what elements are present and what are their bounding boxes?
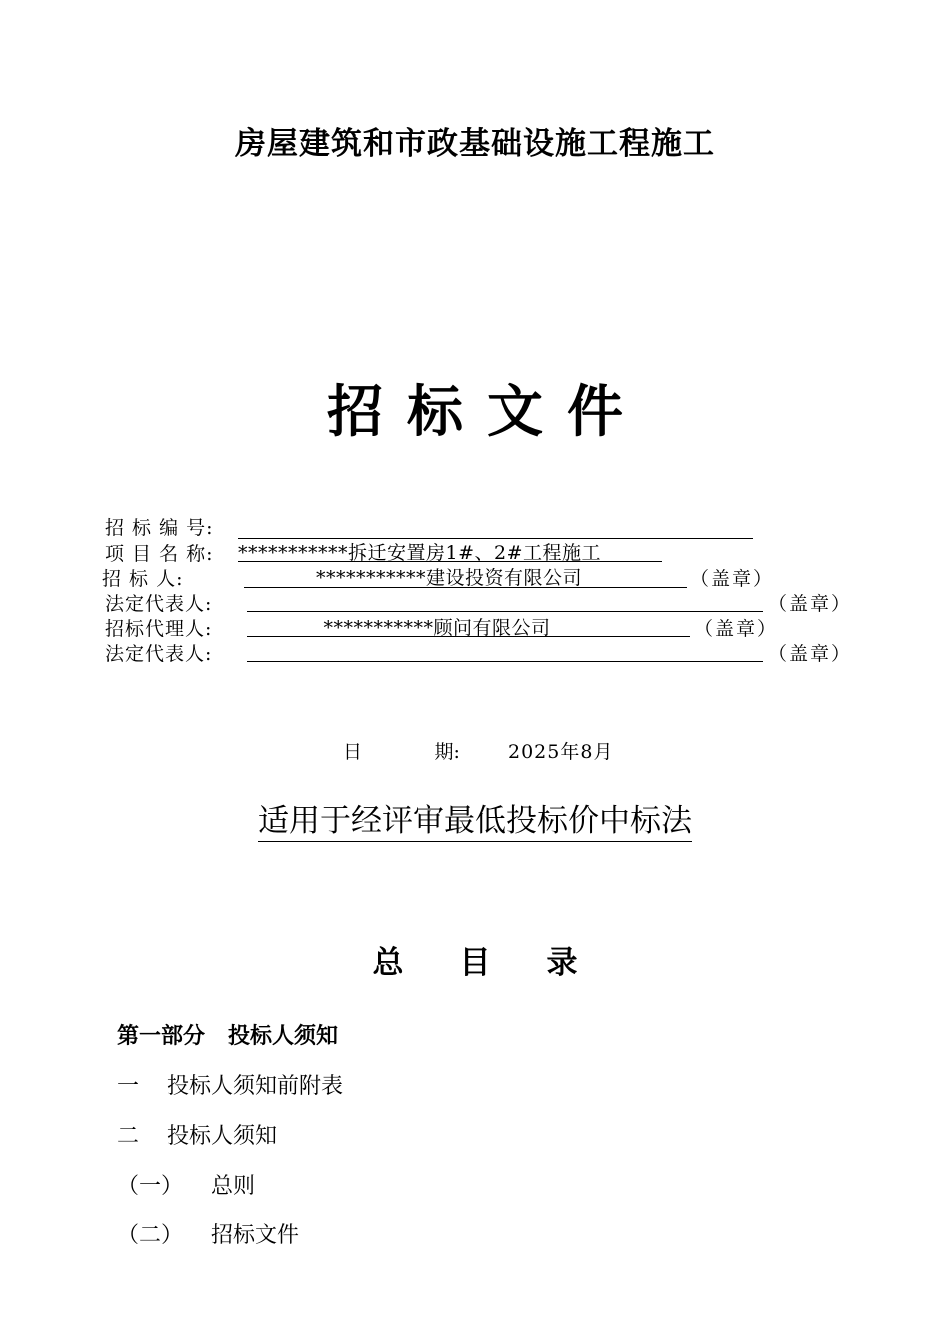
toc-subitem: （一） 总则 [117, 1174, 255, 1199]
evaluation-method-subtitle [0, 795, 950, 840]
bid-number-label: 招 标 编 号: [105, 517, 214, 539]
evaluation-method-text: 适用于经评审最低投标价中标法 [258, 803, 692, 842]
toc-item: 一 投标人须知前附表 [117, 1074, 343, 1099]
date-value: 2025年8月 [508, 741, 614, 763]
tenderer-seal: （盖章） [690, 568, 775, 590]
toc-title [0, 937, 950, 982]
document-heading: 房屋建筑和市政基础设施工程施工 [235, 126, 715, 162]
toc-part-one: 第一部分 投标人须知 [117, 1023, 338, 1049]
toc-subitem: （二） 招标文件 [117, 1223, 299, 1248]
toc-title-char-3: 录 [546, 945, 578, 981]
document-title: 招标文件 [327, 379, 647, 445]
toc-title-char-1: 总 [372, 945, 404, 981]
agent-seal: （盖章） [694, 618, 779, 640]
legal-rep-2-label: 法定代表人: [105, 643, 213, 665]
legal-rep-1-label: 法定代表人: [105, 593, 213, 615]
tenderer-label: 招 标 人: [102, 568, 184, 590]
toc-item: 二 投标人须知 [117, 1124, 277, 1149]
agent-label: 招标代理人: [105, 618, 213, 640]
legal-rep-1-line [247, 589, 763, 612]
legal-rep-2-seal: （盖章） [768, 643, 853, 665]
tenderer-value: ***********建设投资有限公司 [315, 567, 582, 589]
date-label: 日 期: [343, 741, 460, 763]
legal-rep-1-seal: （盖章） [768, 593, 853, 615]
agent-value: ***********顾问有限公司 [323, 617, 551, 639]
project-name-label: 项 目 名 称: [105, 543, 214, 565]
project-name-value: ***********拆迁安置房1#、2#工程施工 [238, 542, 602, 564]
toc-title-char-2: 目 [459, 945, 491, 981]
legal-rep-2-line [247, 639, 763, 662]
bid-number-line [238, 516, 753, 539]
